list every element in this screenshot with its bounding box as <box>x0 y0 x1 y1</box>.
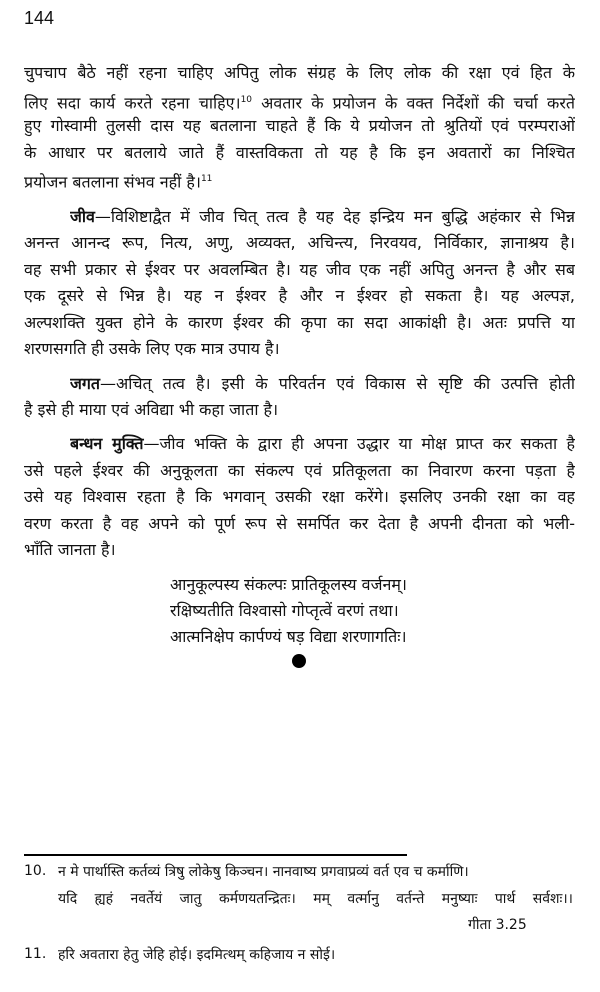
bandhan-line: उसे यह विश्वास रहता है कि भगवान् उसकी रक्षा करेंगे। इसलिए उनकी रक्षा का वह <box>24 487 575 506</box>
verse-line: आनुकूल्पस्य संकल्पः प्रातिकूलस्य वर्जनम्। <box>170 575 407 594</box>
jeev-line <box>70 206 575 228</box>
term-heading: जगत <box>70 374 101 393</box>
jeev-line: अनन्त आनन्द रूप, नित्य, अणु, अव्यक्त, अचिन्त्य, निरवयव, निर्विकार, ज्ञानाश्रय है। <box>24 233 575 252</box>
section-end-bullet <box>292 654 306 668</box>
verse-line: आत्मनिक्षेप कार्पण्यं षड़ विद्या शरणागतिः। <box>170 627 407 646</box>
jeev-line: वह सभी प्रकार से ईश्वर पर अवलम्बित है। यह जीव एक नहीं अपितु अनन्त है और सब <box>24 260 575 279</box>
footnote-ref[interactable]: 10 <box>240 95 253 105</box>
text: अवतार के प्रयोजन के वक्त निर्देशों की चर्चा करते <box>252 93 575 113</box>
para1-line <box>24 168 575 193</box>
jeev-line: शरणसगति ही उसके लिए एक मात्र उपाय है। <box>24 339 280 358</box>
page-number: 144 <box>24 8 55 28</box>
text: प्रयोजन बतलाना संभव नहीं है। <box>24 172 201 192</box>
bandhan-line: वरण करता है वह अपने को पूर्ण रूप से समर्पित कर देता है अपनी दीनता को भली- <box>24 514 575 533</box>
para1-line: हुए गोस्वामी तुलसी दास यह बतलाना चाहते हैं कि ये प्रयोजन तो श्रुतियों एवं परम्पराओं <box>24 116 575 135</box>
footnote-number: 10. <box>24 863 47 879</box>
jagat-line: है इसे ही माया एवं अविद्या भी कहा जाता है। <box>24 400 279 419</box>
term-heading: जीव <box>70 207 95 226</box>
term-heading: बन्धन मुक्ति <box>70 434 144 453</box>
bandhan-line: भाँति जानता है। <box>24 540 116 559</box>
text: —विशिष्टाद्वैत में जीव चित् तत्व है यह देह इन्द्रिय मन बुद्धि अहंकार से भिन्न <box>94 207 575 226</box>
para1-line <box>24 89 575 114</box>
footnote-source: गीता 3.25 <box>468 917 527 933</box>
text: लिए सदा कार्य करते रहना चाहिए। <box>24 93 241 113</box>
bandhan-line: उसे पहले ईश्वर की अनुकूलता का संकल्प एवं प्रतिकूलता का निवारण करना पड़ता है <box>24 461 575 480</box>
text: —अचित् तत्व है। इसी के परिवर्तन एवं विकास से सृष्टि की उत्पत्ति होती <box>100 374 575 393</box>
para1-line: के आधार पर बतलाये जाते हैं वास्तविकता तो यह है कि इन अवतारों का निश्चित <box>24 143 575 162</box>
footnote-line: हरि अवतारा हेतु जेहि होई। इदमित्थम् कहिजाय न सोई। <box>58 947 336 963</box>
jeev-line: अल्पशक्ति युक्त होने के कारण ईश्वर की कृपा का सदा आकांक्षी है। अतः प्रपत्ति या <box>24 313 575 332</box>
para1-line: चुपचाप बैठे नहीं रहना चाहिए अपितु लोक संग्रह के लिए लोक की रक्षा एवं हित के <box>24 63 575 82</box>
jeev-line: एक दूसरे से भिन्न है। यह न ईश्वर है और न ईश्वर हो सकता है। यह अल्पज्ञ, <box>24 286 575 305</box>
jagat-line <box>70 373 575 395</box>
footnote-number: 11. <box>24 946 47 962</box>
footnote-line: न मे पार्थास्ति कर्तव्यं त्रिषु लोकेषु किञ्चन। नानवाष्य प्रगवाप्रव्यं वर्त एव च कर्माणि। <box>58 864 469 880</box>
footnote-line: यदि ह्यहं नवर्तेयं जातु कर्मणयतन्द्रितः। मम् वर्त्मानु वर्तन्ते मनुष्याः पार्थ सर्वशः।। <box>58 891 573 907</box>
footnote-divider <box>24 854 407 856</box>
bandhan-line <box>70 433 575 455</box>
text: —जीव भक्ति के द्वारा ही अपना उद्धार या मोक्ष प्राप्त कर सकता है <box>143 434 575 453</box>
footnote-ref[interactable]: 11 <box>200 174 213 184</box>
verse-line: रक्षिष्यतीति विश्वासो गोप्तृत्वें वरणं तथा। <box>170 601 399 620</box>
